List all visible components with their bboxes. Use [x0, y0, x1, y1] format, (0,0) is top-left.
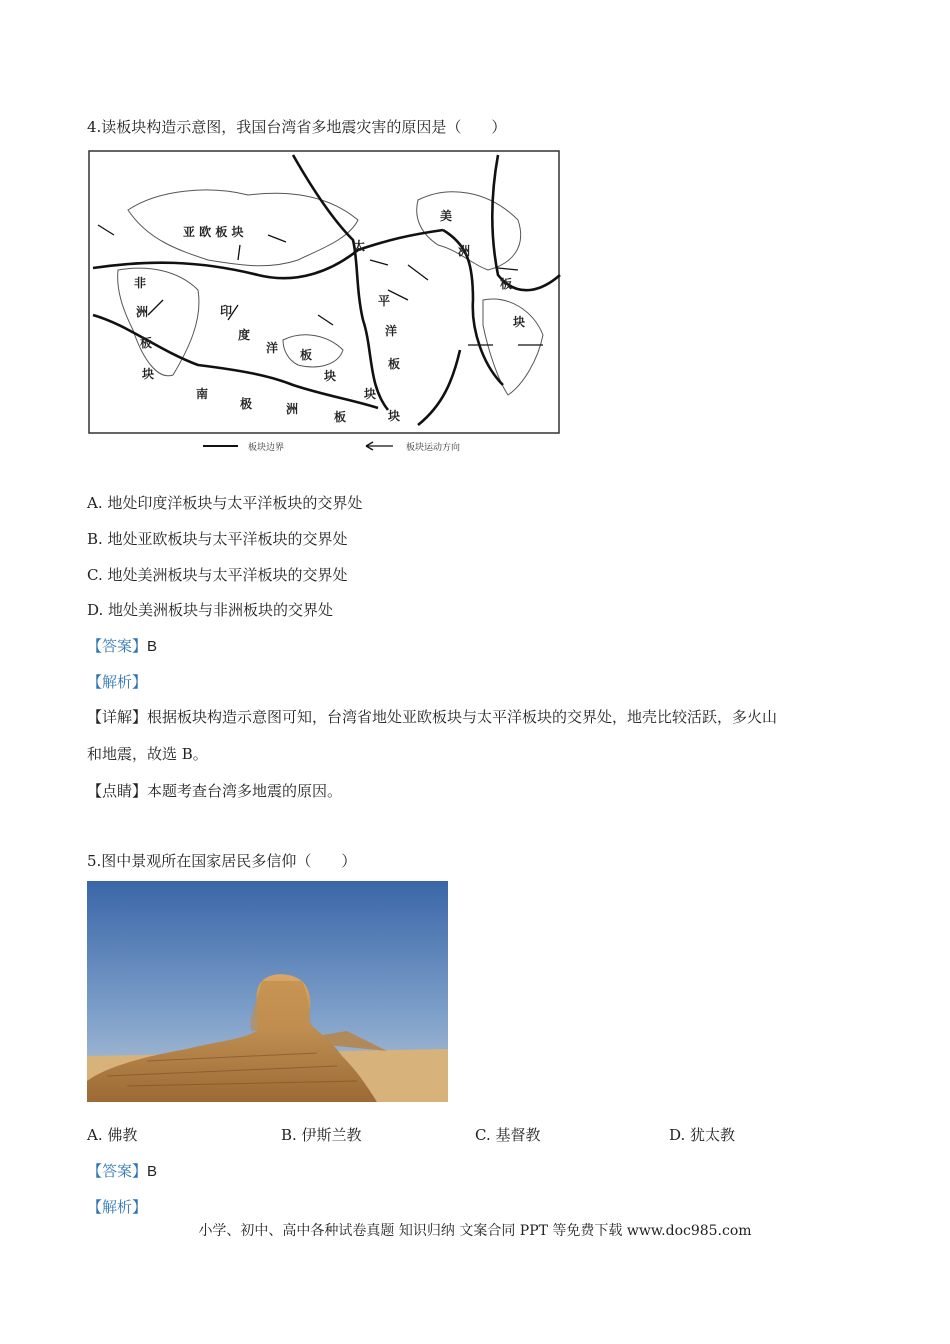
plate-label-pacific-2: 平: [378, 294, 391, 308]
plate-label-indian-5: 块: [324, 369, 337, 383]
plate-label-pacific-1: 太: [353, 239, 366, 253]
q4-comment: [87, 781, 342, 801]
q5-option-d: D. 犹太教: [669, 1126, 736, 1144]
q5-option-a: A. 佛教: [87, 1126, 138, 1144]
answer-value: B: [147, 638, 158, 655]
q4-analysis-tag: 【解析】: [87, 673, 148, 691]
plate-label-antarctic-3: 洲: [286, 402, 299, 416]
plate-tectonics-map: [88, 150, 562, 460]
plate-label-pacific-4: 板: [388, 357, 401, 371]
plate-label-africa-1: 非: [134, 276, 147, 290]
comment-text: 本题考查台湾多地震的原因。: [147, 782, 343, 800]
plate-label-pacific-5: 块: [364, 387, 377, 401]
plate-label-antarctic-4: 板: [334, 410, 347, 424]
q5-answer-value: B: [147, 1163, 158, 1180]
q5-answer: [87, 1161, 157, 1182]
q4-detail-line2: 和地震，故选 B。: [87, 745, 208, 763]
page-footer: 小学、初中、高中各种试卷真题 知识归纳 文案合同 PPT 等免费下载 www.doc985.com: [198, 1223, 752, 1239]
plate-label-africa-4: 块: [142, 367, 155, 381]
sphinx-photo: [87, 881, 448, 1102]
plate-label-africa-2: 洲: [136, 305, 149, 319]
q4-option-d: D. 地处美洲板块与非洲板块的交界处: [87, 601, 334, 619]
plate-label-america-2: 洲: [458, 244, 471, 258]
plate-label-pacific-3: 洋: [385, 324, 398, 338]
plate-label-america-3: 板: [500, 277, 513, 291]
detail-text-1: 根据板块构造示意图可知，台湾省地处亚欧板块与太平洋板块的交界处，地壳比较活跃，多火山: [147, 708, 778, 726]
plate-label-indian-2: 度: [238, 328, 251, 342]
plate-label-america-4: 块: [513, 315, 526, 329]
answer-tag: 【答案】: [87, 637, 148, 655]
q5-option-b: B. 伊斯兰教: [281, 1126, 362, 1144]
q5-stem: 5.图中景观所在国家居民多信仰（ ）: [87, 852, 357, 870]
comment-tag: 【点睛】: [87, 782, 148, 800]
q4-option-a: A. 地处印度洋板块与太平洋板块的交界处: [87, 494, 363, 512]
plate-label-indian-4: 板: [300, 348, 313, 362]
q4-detail: [87, 707, 777, 727]
plate-label-antarctic-2: 极: [240, 397, 253, 411]
q4-answer: [87, 636, 157, 657]
q5-analysis-tag: 【解析】: [87, 1198, 148, 1216]
plate-label-pacific-6: 块: [388, 409, 401, 423]
q5-answer-tag: 【答案】: [87, 1162, 148, 1180]
legend-motion-label: 板块运动方向: [406, 443, 461, 453]
q5-option-c: C. 基督教: [475, 1126, 541, 1144]
legend-boundary-label: 板块边界: [248, 443, 285, 453]
plate-label-indian-1: 印: [220, 304, 233, 318]
plate-label-eurasia: 亚 欧 板 块: [183, 225, 244, 239]
detail-tag: 【详解】: [87, 708, 148, 726]
plate-label-america-1: 美: [440, 209, 453, 223]
plate-label-africa-3: 板: [140, 336, 153, 350]
q4-option-c: C. 地处美洲板块与太平洋板块的交界处: [87, 566, 348, 584]
plate-label-antarctic-1: 南: [196, 387, 209, 401]
plate-label-indian-3: 洋: [266, 341, 279, 355]
q4-stem: 4.读板块构造示意图，我国台湾省多地震灾害的原因是（ ）: [87, 118, 507, 136]
q4-option-b: B. 地处亚欧板块与太平洋板块的交界处: [87, 530, 348, 548]
